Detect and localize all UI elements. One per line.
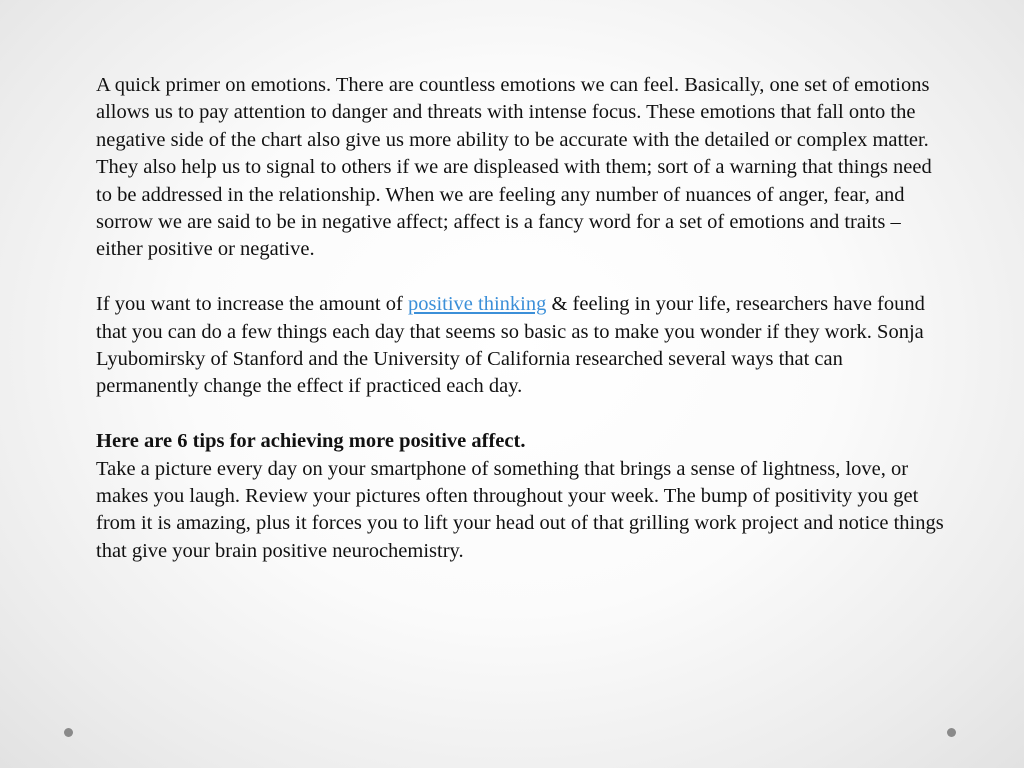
tips-heading: Here are 6 tips for achieving more positive affect. [96,430,526,453]
paragraph-text-before-link: If you want to increase the amount of [96,293,408,316]
paragraph-text-after-link: & feeling in your life, researchers have found that you can do a few things each day that seems so basic as to make you wonder if they work. Sonja Lyubomirsky of Stanford and the University of California researched several ways that can permanently change the effect if practiced each day. [96,293,925,398]
tip-paragraph: Take a picture every day on your smartphone of something that brings a sense of lightness, love, or makes you laugh. Review your pictures often throughout your week. The bump of positivity you get from it is amazing, plus it forces you to lift your head out of that grilling work project and notice things that give your brain positive neurochemistry. [96,457,944,562]
paragraph-spacer [96,264,946,291]
slide-body [96,72,946,565]
positive-thinking-link[interactable]: positive thinking [407,293,547,316]
positive-thinking-paragraph [96,291,946,401]
paragraph-spacer [96,401,946,428]
intro-paragraph: A quick primer on emotions. There are countless emotions we can feel. Basically, one set of emotions allows us to pay attention to danger and threats with intense focus. These emotions that fall onto the negative side of the chart also give us more ability to be accurate with the detailed or complex matter. They also help us to signal to others if we are displeased with them; sort of a warning that things need to be addressed in the relationship. When we are feeling any number of nuances of anger, fear, and sorrow we are said to be in negative affect; affect is a fancy word for a set of emotions and traits – either positive or negative. [96,74,932,261]
slide-corner-dot-left [64,728,73,737]
slide-corner-dot-right [947,728,956,737]
